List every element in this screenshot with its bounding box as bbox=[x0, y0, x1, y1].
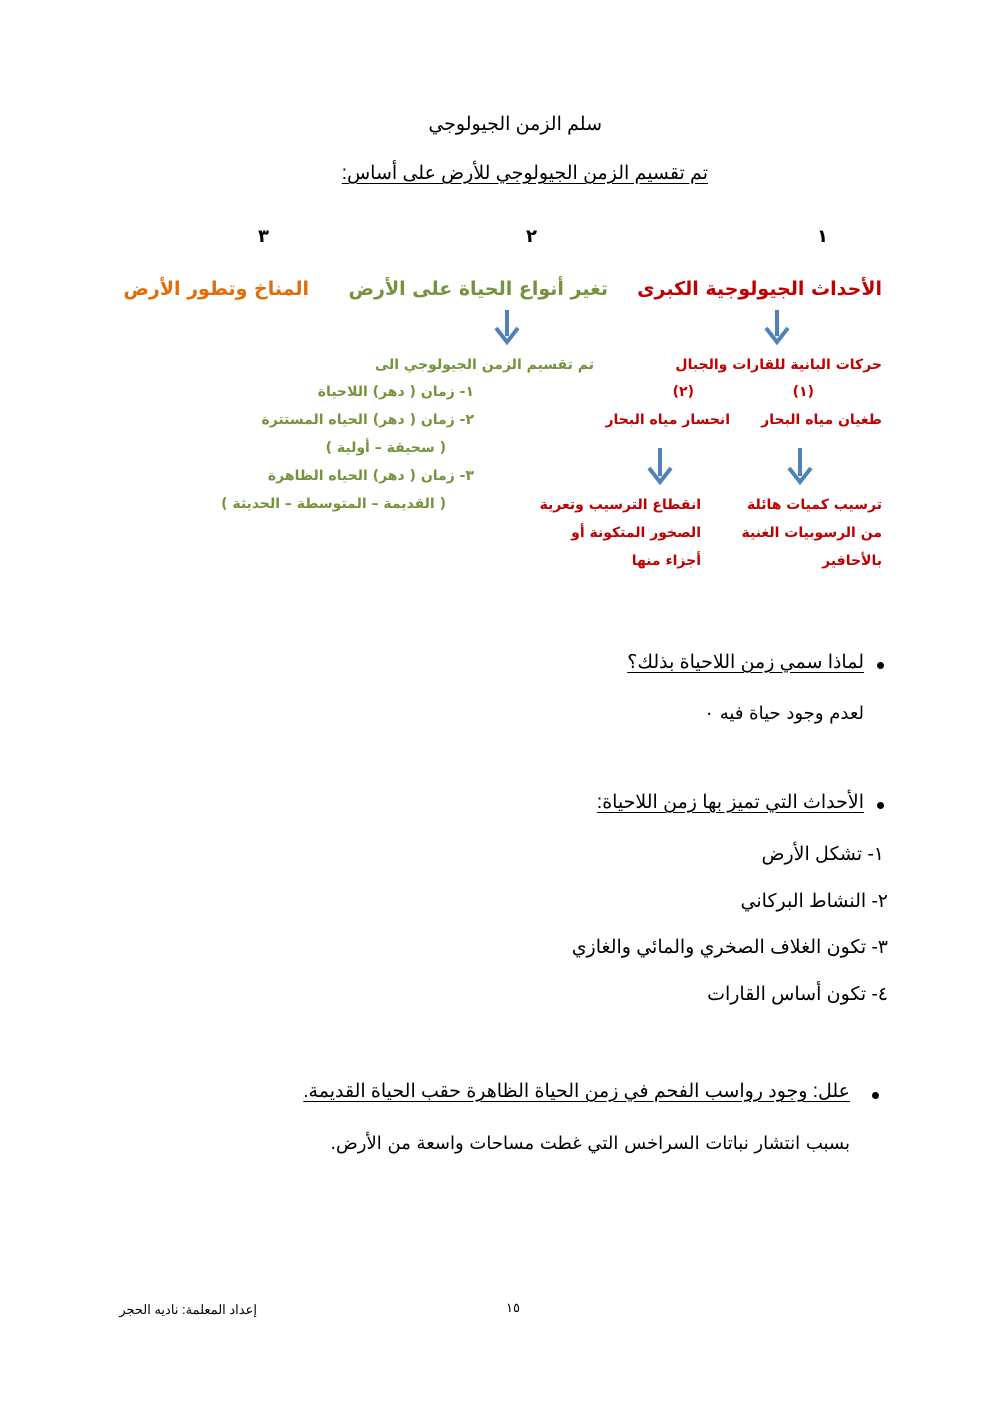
heading-climate: المناخ وتطور الأرض bbox=[123, 278, 309, 300]
basis-number-3: ٣ bbox=[258, 226, 269, 247]
q2-item-3: ٣- تكون الغلاف الصخري والمائي والغازي bbox=[571, 937, 888, 958]
bullet-icon bbox=[877, 662, 884, 669]
life-line-1: ١- زمان ( دهر) اللاحياة bbox=[317, 384, 474, 400]
result2-line1: انقطاع الترسيب وتعرية bbox=[539, 497, 701, 513]
question-1: لماذا سمي زمن اللاحياة بذلك؟ bbox=[627, 652, 864, 673]
result2-line3: أجزاء منها bbox=[631, 553, 701, 569]
bullet-icon bbox=[877, 802, 884, 809]
bullet-icon bbox=[872, 1092, 879, 1099]
q2-item-4: ٤- تكون أساس القارات bbox=[707, 984, 888, 1005]
life-line-3: ( سحيقة – أولية ) bbox=[325, 440, 446, 456]
result1-line1: ترسيب كميات هائلة bbox=[746, 497, 882, 513]
result2-line2: الصخور المتكونة أو bbox=[571, 525, 701, 541]
q2-item-2: ٢- النشاط البركاني bbox=[740, 891, 888, 912]
heading-life-changes: تغير أنواع الحياة على الأرض bbox=[348, 278, 608, 300]
events-line1: حركات البانية للقارات والجبال bbox=[675, 357, 882, 373]
life-line-5: ( القديمة – المتوسطة – الحديثة ) bbox=[221, 496, 446, 512]
page-title: سلم الزمن الجيولوجي bbox=[428, 114, 602, 135]
life-line-4: ٣- زمان ( دهر) الحياه الظاهرة bbox=[267, 468, 474, 484]
arrow-down-icon bbox=[762, 308, 792, 348]
basis-number-2: ٢ bbox=[526, 226, 537, 247]
arrow-down-icon bbox=[492, 308, 522, 348]
life-intro: تم تقسيم الزمن الجيولوجي الى bbox=[374, 357, 594, 373]
basis-number-1: ١ bbox=[817, 226, 828, 247]
q2-item-1: ١- تشكل الأرض bbox=[761, 844, 884, 865]
answer-3: بسبب انتشار نباتات السراخس التي غطت مساحات واسعة من الأرض. bbox=[330, 1133, 850, 1154]
arrow-down-icon bbox=[645, 446, 675, 488]
result1-line2: من الرسوبيات الغنية bbox=[741, 525, 882, 541]
life-line-2: ٢- زمان ( دهر) الحياه المستترة bbox=[261, 412, 474, 428]
events-item-2: انحسار مياه البحار bbox=[605, 412, 730, 428]
arrow-down-icon bbox=[785, 446, 815, 488]
question-2-heading: الأحداث التي تميز بها زمن اللاحياة: bbox=[596, 792, 864, 813]
events-label-2: (٢) bbox=[672, 384, 694, 400]
result1-line3: بالأحافير bbox=[822, 553, 882, 569]
footer-author: إعداد المعلمة: ناديه الحجر bbox=[119, 1302, 257, 1317]
events-label-1: (١) bbox=[792, 384, 814, 400]
answer-1: لعدم وجود حياة فيه ٠ bbox=[704, 703, 864, 724]
events-item-1: طغيان مياه البحار bbox=[761, 412, 882, 428]
page-subtitle: تم تقسيم الزمن الجيولوجي للأرض على أساس: bbox=[341, 163, 708, 184]
page-number: ١٥ bbox=[506, 1300, 520, 1315]
question-3: علل: وجود رواسب الفحم في زمن الحياة الظاهرة حقب الحياة القديمة. bbox=[303, 1081, 850, 1102]
heading-geological-events: الأحداث الجيولوجية الكبرى bbox=[637, 278, 882, 300]
